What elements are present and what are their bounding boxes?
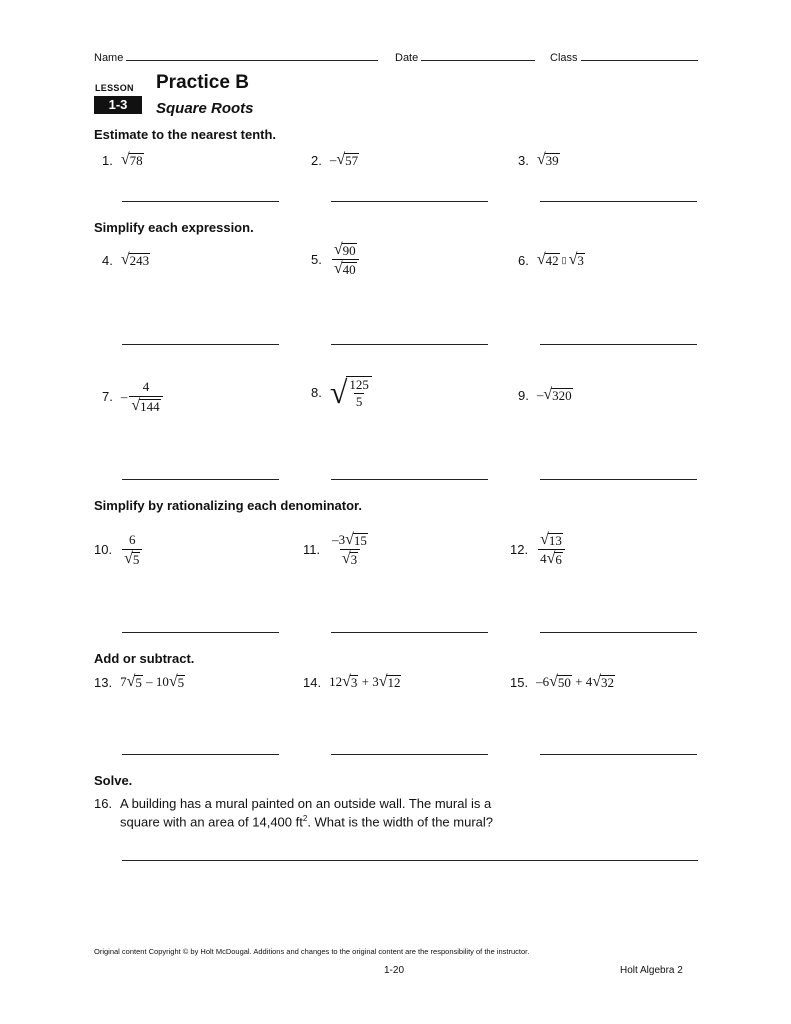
problem-14: 14. 12 √ 3 + 3 √ 12 (303, 673, 401, 691)
answer-line-13[interactable] (122, 754, 279, 755)
section-solve: Solve. (94, 773, 133, 788)
fraction: √ 90 √ 40 (332, 242, 359, 277)
section-rationalize: Simplify by rationalizing each denominator. (94, 498, 362, 513)
fraction: √ 13 4 √ 6 (538, 532, 565, 567)
problem-16-number: 16. (94, 796, 113, 811)
problem-1: 1. √ 78 (102, 151, 143, 169)
name-label: Name (94, 52, 124, 64)
answer-line-1[interactable] (122, 201, 279, 202)
radical: √ 243 (120, 251, 150, 269)
answer-line-7[interactable] (122, 479, 279, 480)
page-subtitle: Square Roots (156, 100, 254, 117)
date-field[interactable] (395, 50, 535, 64)
answer-line-9[interactable] (540, 479, 697, 480)
page-title: Practice B (156, 72, 249, 93)
answer-line-12[interactable] (540, 632, 697, 633)
class-field[interactable] (550, 50, 698, 64)
date-label: Date (395, 52, 419, 64)
class-label: Class (550, 52, 578, 64)
fraction: –3 √ 15 √ 3 (332, 531, 367, 568)
radical: √ 320 (543, 386, 572, 404)
class-line (581, 50, 698, 61)
lesson-number: 1-3 (94, 96, 142, 114)
answer-line-2[interactable] (331, 201, 488, 202)
date-line (421, 50, 535, 61)
problem-13: 13. 7 √ 5 – 10 √ 5 (94, 673, 185, 691)
problem-5: 5. √ 90 √ 40 (311, 242, 361, 277)
fraction: 4 √ 144 (129, 379, 162, 414)
answer-line-3[interactable] (540, 201, 697, 202)
problem-16-line-1: A building has a mural painted on an outside wall. The mural is a (120, 796, 492, 811)
fraction: 6 √ 5 (122, 532, 142, 567)
radical: √ 78 (120, 151, 143, 169)
answer-line-10[interactable] (122, 632, 279, 633)
problem-4: 4. √ 243 (102, 251, 150, 269)
page-number: 1-20 (384, 965, 405, 976)
radical: √ 39 (536, 151, 559, 169)
book-title: Holt Algebra 2 (620, 965, 683, 976)
problem-11: 11. –3 √ 15 √ 3 (303, 532, 372, 567)
section-estimate: Estimate to the nearest tenth. (94, 127, 277, 142)
answer-line-11[interactable] (331, 632, 488, 633)
answer-line-16[interactable] (122, 860, 698, 861)
answer-line-6[interactable] (540, 344, 697, 345)
problem-12: 12. √ 13 4 √ 6 (510, 532, 567, 567)
problem-2: 2. – √ 57 (311, 151, 359, 169)
name-field[interactable] (94, 50, 378, 64)
problem-6: 6. √ 42 ▯ √ 3 (518, 251, 584, 269)
radical: √ 3 (568, 251, 584, 269)
problem-9: 9. – √ 320 (518, 386, 572, 404)
problem-7: 7. – 4 √ 144 (102, 379, 165, 414)
problem-8: 8. √ $\frac{125}{5}$ (311, 376, 372, 408)
problem-15: 15. –6 √ 50 + 4 √ 32 (510, 673, 614, 691)
answer-line-15[interactable] (540, 754, 697, 755)
radical: √ 42 (536, 251, 559, 269)
section-add-subtract: Add or subtract. (94, 651, 195, 666)
copyright-note: Original content Copyright © by Holt McDougal. Additions and changes to the original content are the responsibility of the instructor. (94, 947, 530, 956)
problem-3: 3. √ 39 (518, 151, 559, 169)
lesson-label: LESSON (95, 83, 134, 93)
answer-line-14[interactable] (331, 754, 488, 755)
problem-16-line-2: square with an area of 14,400 $ft^2$. What is the width of the mural? (120, 814, 494, 830)
name-line (126, 50, 378, 61)
radical: √ 57 (336, 151, 359, 169)
section-simplify: Simplify each expression. (94, 220, 254, 235)
answer-line-8[interactable] (331, 479, 488, 480)
problem-10: 10. 6 √ 5 (94, 532, 144, 567)
answer-line-4[interactable] (122, 344, 279, 345)
answer-line-5[interactable] (331, 344, 488, 345)
radical: √ $\frac{125}{5}$ (330, 376, 372, 408)
